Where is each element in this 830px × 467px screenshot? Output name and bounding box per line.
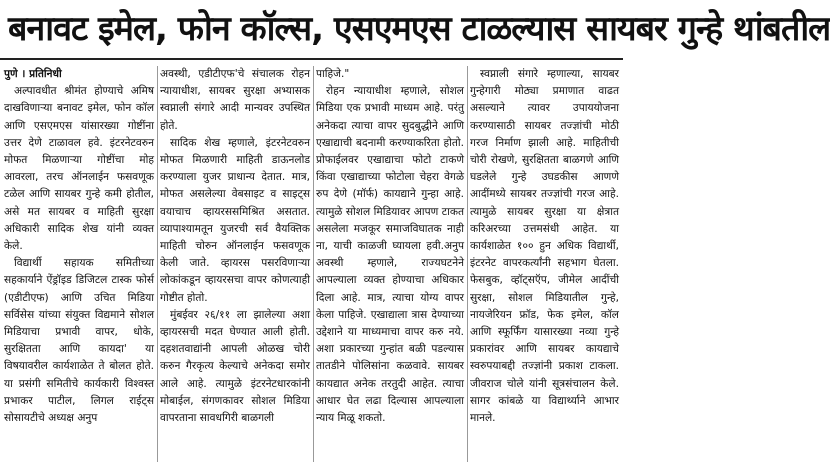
column-divider [313, 66, 314, 462]
paragraph: सादिक शेख म्हणाले, इंटरनेटवरुन मोफत मिळणारी माहिती डाऊनलोड करण्याला युजर प्राधान्य देतात. मात्र, मोफत असलेल्या वेबसाइट व साइट्स वयाचाच व्हायरससमिश्रित असतात. व्यापाश्यामतून युजरची सर्व वैयक्तिक माहिती चोरुन ऑनलाईन फसवणूक केली जाते. व्हायरस पसरविणाऱ्या लोकांकडून व्हायरसचा वापर कोणत्याही गोष्टीत होतो. [160, 136, 310, 304]
paragraph: अवस्थी, एडीटीएफ'चे संचालक रोहन न्यायाधीश, सायबर सुरक्षा अभ्यासक स्वप्नाली संगारे आदी मान्यवर उपस्थित होते. [160, 68, 310, 132]
column-1 [4, 66, 154, 467]
paragraph: मुंबईवर २६/११ ला झालेल्या अशा व्हायरसची मदत घेण्यात आली होती. दहशतवाद्यांनी आपली ओळख चोरी करुन गैरकृत्य केल्याचे अनेकदा समोर आले आहे. त्यामुळे इंटरनेटधारकांनी मोबाईल, संगणकावर सोशल मिडिया वापरताना सावधगिरी बाळगली [160, 308, 310, 425]
column-3 [316, 66, 464, 467]
column-divider [157, 66, 158, 462]
paragraph: रोहन न्यायाधीश म्हणाले, सोशल मिडिया एक प्रभावी माध्यम आहे. परंतु अनेकदा त्याचा वापर सुदबुद्धीने आणि एखाद्याची बदनामी करण्याकरिता होतो. प्रोफाईलवर एखाद्याचा फोटो टाकणे किंवा एखाद्याच्या फोटोला चेहरा वेगळे रुप देणे (मॉर्फ) कायद्याने गुन्हा आहे. त्यामुळे सोशल मिडियावर आपण टाकत असलेला मजकूर समाजविघातक नाही ना, याची काळजी घ्यायला हवी.अनुप अवस्थी म्हणाले, राज्यघटनेने आपल्याला व्यक्त होण्याचा अधिकार दिला आहे. मात्र, त्याचा योग्य वापर केला पाहिजे. एखाद्याला त्रास देण्याच्या उद्देशाने या माध्यमाचा वापर करु नये. अशा प्रकारच्या गुन्हांत बळी पडल्यास तातडीने पोलिसांना कळवावे. सायबर कायद्यात अनेक तरतुदी आहेत. त्याचा आधार घेत लढा दिल्यास आपल्याला न्याय मिळू शकतो. [316, 85, 464, 425]
headline: बनावट इमेल, फोन कॉल्स, एसएमएस टाळल्यास सायबर गुन्हे थांबतील [8, 9, 830, 49]
paragraph: पाहिजे." [316, 68, 350, 80]
paragraph: विद्यार्थी सहायक समितीच्या सहकार्याने ऐंड्रॉइड डिजिटल टास्क फोर्स (एडीटीएफ) आणि उचित मिडिया सर्विसेस यांच्या संयुक्त विद्यमाने सोशल मिडियाचा प्रभावी वापर, धोके, सुरक्षितता आणि कायदा' या विषयावरील कार्यशाळेत ते बोलत होते. या प्रसंगी समितीचे कार्यकारी विश्वस्त प्रभाकर पाटील, लिगल राईट्स सोसायटीचे अध्यक्ष अनुप [4, 257, 154, 425]
column-divider [467, 66, 468, 462]
column-4 [470, 66, 619, 467]
column-2 [160, 66, 310, 467]
dateline: पुणे । प्रतिनिधी [4, 68, 62, 80]
paragraph: स्वप्नाली संगारे म्हणाल्या, सायबर गुन्हेगारी मोठ्या प्रमाणात वाढत असल्याने त्यावर उपाययोजना करण्यासाठी सायबर तज्ज्ञांची मोठी गरज निर्माण झाली आहे. माहितीची चोरी रोखणे, सुरक्षितता बाळगणे आणि घडलेले गुन्हे उघडकीस आणणे आदींमध्ये सायबर तज्ज्ञांची गरज आहे. त्यामुळे सायबर सुरक्षा या क्षेत्रात करिअरच्या उत्तमसंधी आहेत. या कार्यशाळेत १०० हुन अधिक विद्यार्थी, इंटरनेट वापरकर्त्यांनी सहभाग घेतला. फेसबुक, व्हॉट्सऍप, जीमेल आदींची सुरक्षा, सोशल मिडियातील गुन्हे, नायजेरियन फ्रॉड, फेक इमेल, कॉल आणि स्फूर्फिंग यासारख्या नव्या गुन्हे प्रकारांवर आणि सायबर कायद्याचे स्वरुपयाबद्दी तज्ज्ञांनी प्रकाश टाकला. जीवराज चोले यांनी सूत्रसंचालन केले. सागर कांबळे या विद्यार्थ्याने आभार मानले. [470, 68, 619, 425]
paragraph: अल्पावधीत श्रीमंत होण्याचे अमिष दाखविणाऱ्या बनावट इमेल, फोन कॉल आणि एसएमएस यांसारख्या गोष्टींना उत्तर देणे टाळावल हवे. इंटरनेटवरुन मोफत मिळणाऱ्या गोष्टींचा मोह आवरला, तरच ऑनलाईन फसवणूक टळेल आणि सायबर गुन्हे कमी होतील, असे मत सायबर व माहिती सुरक्षा अधिकारी सादिक शेख यांनी व्यक्त केले. [4, 85, 154, 253]
headline-rule [0, 58, 623, 60]
